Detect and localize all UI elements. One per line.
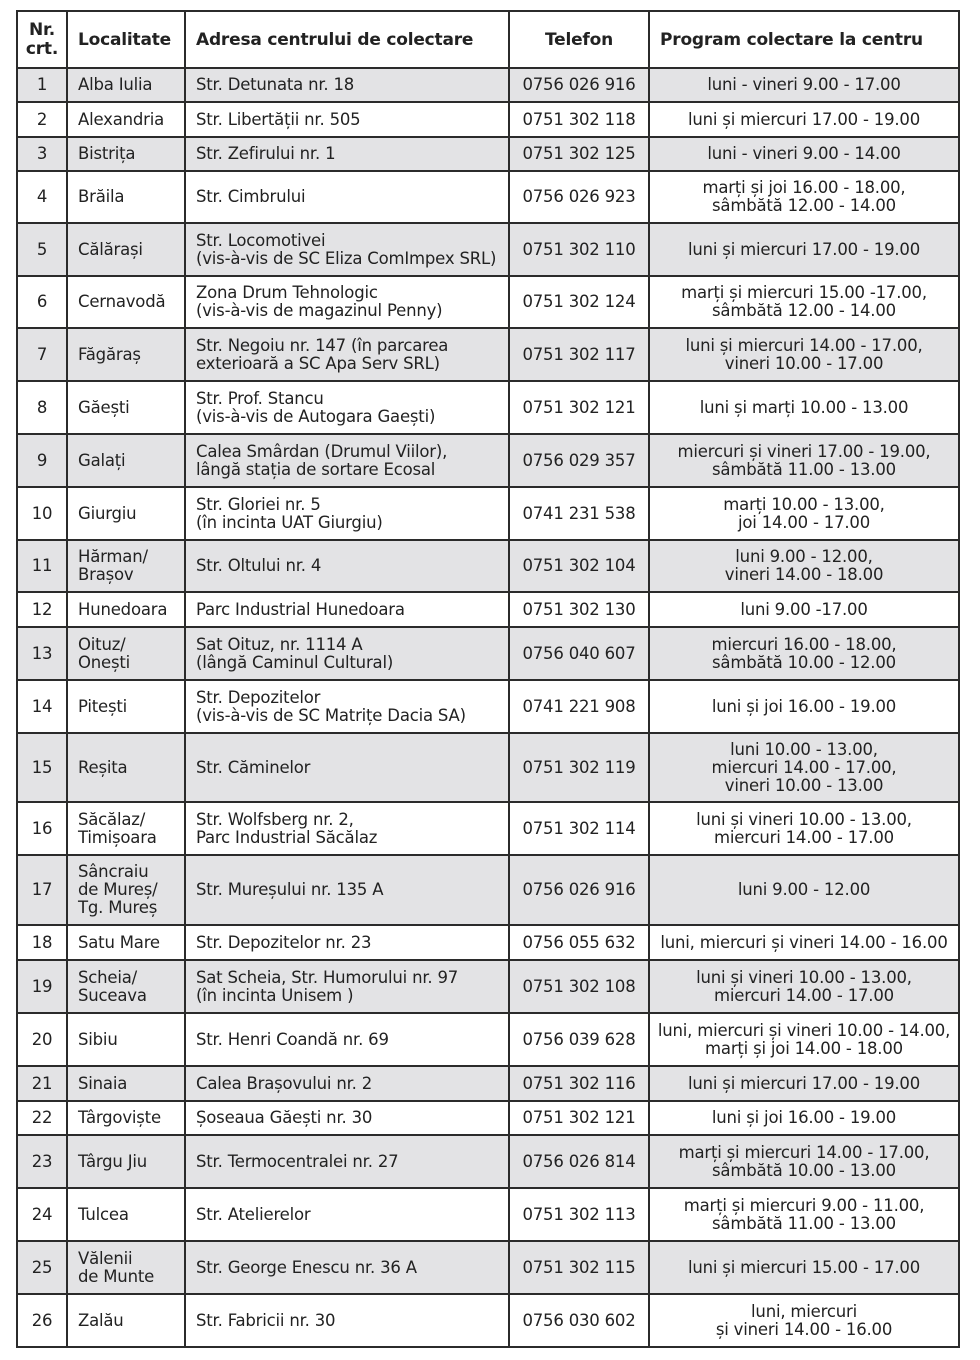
cell-program [649,733,959,802]
cell-adresa-text: Str. Gloriei nr. 5 (în incinta UAT Giurgiu) [196,494,383,532]
cell-adresa-text: Str. Zefirului nr. 1 [196,144,336,163]
cell-localitate-text: Săcălaz/ Timișoara [78,809,157,847]
header-adresa: Adresa centrului de colectare [185,11,509,68]
collection-centers-table-container [16,10,960,1348]
cell-localitate-text: Sinaia [78,1073,128,1093]
cell-telefon [509,925,649,960]
cell-adresa [185,1013,509,1066]
cell-program [649,171,959,223]
cell-telefon [509,381,649,434]
table-row [17,1135,959,1188]
cell-telefon [509,1135,649,1188]
cell-program-text: luni, miercuri și vineri 14.00 - 16.00 [715,1301,893,1339]
cell-localitate [67,1294,185,1347]
cell-program-text: luni și miercuri 14.00 - 17.00, vineri 10.00 - 17.00 [685,335,923,373]
cell-nr-text: 14 [31,696,53,716]
header-row [17,11,959,68]
cell-telefon [509,434,649,487]
cell-adresa [185,540,509,592]
cell-telefon [509,276,649,328]
cell-localitate-text: Alba Iulia [78,75,153,94]
cell-telefon-text: 0756 030 602 [522,1310,636,1330]
cell-program [649,1066,959,1101]
cell-adresa-text: Str. Oltului nr. 4 [196,556,322,575]
table-row [17,434,959,487]
cell-program-text: luni și joi 16.00 - 19.00 [711,1108,897,1127]
cell-localitate [67,276,185,328]
table-row [17,137,959,171]
table-row [17,592,959,627]
cell-program [649,1294,959,1347]
cell-adresa-text: Zona Drum Tehnologic (vis-à-vis de magazinul Penny) [196,283,443,320]
cell-telefon-text: 0751 302 124 [522,292,636,311]
cell-adresa [185,328,509,381]
cell-program-text: luni și vineri 10.00 - 13.00, miercuri 14.00 - 17.00 [696,809,912,847]
cell-localitate-text: Alexandria [78,109,165,129]
cell-localitate [67,1101,185,1135]
cell-nr [17,137,67,171]
cell-telefon-text: 0751 302 104 [522,556,636,575]
cell-telefon-text: 0751 302 121 [522,397,636,417]
cell-telefon-text: 0751 302 119 [522,757,636,777]
cell-adresa-text: Str. Negoiu nr. 147 (în parcarea exterioară a SC Apa Serv SRL) [196,335,449,373]
cell-nr [17,925,67,960]
cell-telefon [509,487,649,540]
cell-localitate [67,592,185,627]
cell-telefon [509,1066,649,1101]
cell-nr-text: 5 [36,239,48,259]
cell-adresa [185,627,509,680]
cell-program-text: luni 10.00 - 13.00, miercuri 14.00 - 17.00, vineri 10.00 - 13.00 [711,739,897,795]
cell-program [649,68,959,102]
cell-program-text: marți și miercuri 14.00 - 17.00, sâmbătă 10.00 - 13.00 [678,1142,930,1180]
table-row [17,328,959,381]
cell-nr [17,276,67,328]
cell-program [649,680,959,733]
cell-program [649,925,959,960]
cell-adresa-text: Str. Depozitelor nr. 23 [196,932,372,952]
cell-nr [17,171,67,223]
cell-nr-text: 26 [31,1310,53,1330]
cell-telefon-text: 0741 221 908 [522,696,636,716]
cell-telefon [509,802,649,855]
cell-telefon [509,1188,649,1241]
cell-localitate-text: Scheia/ Suceava [78,967,147,1005]
cell-localitate [67,1013,185,1066]
cell-localitate [67,434,185,487]
cell-localitate [67,1066,185,1101]
cell-nr-text: 21 [31,1073,53,1093]
cell-telefon-text: 0756 055 632 [522,932,636,952]
cell-telefon [509,540,649,592]
cell-program [649,627,959,680]
cell-nr-text: 19 [31,976,53,996]
cell-nr-text: 25 [31,1257,53,1277]
table-row [17,1188,959,1241]
cell-adresa [185,925,509,960]
cell-program [649,137,959,171]
cell-adresa-text: Str. Cimbrului [196,187,306,206]
cell-program [649,381,959,434]
table-row [17,1294,959,1347]
cell-adresa-text: Str. Locomotivei (vis-à-vis de SC Eliza ComImpex SRL) [196,230,497,268]
cell-nr [17,1135,67,1188]
cell-localitate [67,680,185,733]
cell-localitate-text: Târgoviște [78,1108,161,1127]
cell-localitate [67,68,185,102]
cell-telefon-text: 0756 040 607 [522,643,636,663]
cell-localitate-text: Sâncraiu de Mureș/ Tg. Mureș [78,862,158,917]
cell-program [649,102,959,137]
cell-localitate-text: Bistrița [78,144,136,163]
cell-adresa-text: Str. Fabricii nr. 30 [196,1310,336,1330]
cell-program-text: luni 9.00 - 12.00 [737,880,871,899]
cell-adresa-text: Str. Detunata nr. 18 [196,75,355,94]
cell-program [649,1241,959,1294]
cell-nr-text: 24 [31,1204,53,1224]
cell-localitate [67,171,185,223]
cell-telefon-text: 0741 231 538 [522,503,636,523]
cell-nr [17,381,67,434]
cell-localitate [67,925,185,960]
cell-nr-text: 6 [36,292,48,311]
cell-adresa-text: Str. Mureșului nr. 135 A [196,880,384,899]
cell-telefon-text: 0751 302 110 [522,239,636,259]
cell-telefon-text: 0751 302 118 [522,109,636,129]
cell-telefon [509,137,649,171]
cell-adresa [185,137,509,171]
cell-telefon [509,592,649,627]
cell-nr [17,1101,67,1135]
cell-localitate-text: Brăila [78,187,125,206]
cell-nr [17,328,67,381]
cell-adresa [185,487,509,540]
table-row [17,223,959,276]
cell-adresa [185,102,509,137]
cell-program [649,328,959,381]
cell-nr [17,733,67,802]
cell-localitate [67,137,185,171]
cell-nr [17,802,67,855]
cell-localitate-text: Târgu Jiu [78,1151,148,1171]
cell-nr [17,1013,67,1066]
cell-adresa-text: Str. Depozitelor (vis-à-vis de SC Matrițe Dacia SA) [196,687,466,725]
cell-localitate [67,381,185,434]
cell-localitate-text: Cernavodă [78,292,166,311]
cell-telefon [509,1013,649,1066]
cell-telefon [509,328,649,381]
cell-localitate-text: Hunedoara [78,599,168,619]
cell-nr-text: 3 [36,144,48,163]
table-row [17,855,959,925]
cell-telefon [509,223,649,276]
table-row [17,381,959,434]
cell-adresa-text: Str. Termocentralei nr. 27 [196,1151,399,1171]
cell-program-text: marți și miercuri 9.00 - 11.00, sâmbătă 11.00 - 13.00 [683,1195,925,1233]
cell-program-text: luni și miercuri 17.00 - 19.00 [687,1073,921,1093]
cell-nr [17,1294,67,1347]
cell-nr-text: 17 [31,880,53,899]
cell-adresa-text: Calea Smârdan (Drumul Viilor), lângă stația de sortare Ecosal [196,441,448,479]
cell-adresa-text: Parc Industrial Hunedoara [196,599,405,619]
cell-localitate [67,1135,185,1188]
cell-localitate-text: Giurgiu [78,503,137,523]
cell-localitate-text: Făgăraș [78,344,141,364]
cell-adresa-text: Str. Căminelor [196,757,311,777]
cell-program-text: luni și miercuri 15.00 - 17.00 [687,1257,921,1277]
cell-telefon [509,102,649,137]
cell-localitate [67,328,185,381]
cell-program-text: marți și joi 16.00 - 18.00, sâmbătă 12.00 - 14.00 [702,178,906,215]
cell-adresa-text: Calea Brașovului nr. 2 [196,1073,373,1093]
cell-adresa-text: Sat Scheia, Str. Humorului nr. 97 (în incinta Unisem ) [196,967,459,1005]
cell-localitate-text: Tulcea [78,1204,129,1224]
cell-program [649,802,959,855]
cell-adresa-text: Șoseaua Găești nr. 30 [196,1108,373,1127]
cell-adresa [185,960,509,1013]
cell-nr [17,68,67,102]
cell-program [649,1135,959,1188]
cell-nr [17,540,67,592]
table-body [17,68,959,1347]
cell-nr [17,1066,67,1101]
cell-telefon [509,960,649,1013]
table-row [17,925,959,960]
cell-program [649,434,959,487]
table-row [17,487,959,540]
cell-nr [17,960,67,1013]
cell-adresa [185,802,509,855]
cell-nr [17,223,67,276]
cell-program [649,1101,959,1135]
cell-adresa-text: Str. Atelierelor [196,1204,311,1224]
cell-localitate-text: Oituz/ Onești [78,634,131,672]
cell-telefon-text: 0751 302 116 [522,1073,636,1093]
cell-nr [17,1188,67,1241]
cell-nr-text: 7 [36,344,48,364]
cell-localitate-text: Zalău [78,1310,124,1330]
cell-telefon-text: 0751 302 115 [522,1257,636,1277]
cell-adresa-text: Str. Henri Coandă nr. 69 [196,1029,389,1049]
cell-telefon-text: 0751 302 121 [522,1108,636,1127]
cell-program-text: miercuri 16.00 - 18.00, sâmbătă 10.00 - 12.00 [711,634,897,672]
cell-program-text: luni și joi 16.00 - 19.00 [711,696,897,716]
cell-nr-text: 18 [31,932,53,952]
cell-localitate [67,733,185,802]
cell-program-text: luni și miercuri 17.00 - 19.00 [687,109,921,129]
table-row [17,627,959,680]
cell-localitate [67,1188,185,1241]
header-nr: Nr. crt. [17,11,67,68]
cell-telefon [509,1101,649,1135]
cell-adresa-text: Sat Oituz, nr. 1114 A (lângă Caminul Cultural) [196,634,394,672]
cell-program-text: marți și miercuri 15.00 -17.00, sâmbătă 12.00 - 14.00 [681,283,927,320]
cell-adresa [185,223,509,276]
cell-localitate [67,960,185,1013]
cell-telefon [509,1294,649,1347]
cell-adresa [185,171,509,223]
cell-program-text: luni, miercuri și vineri 14.00 - 16.00 [660,932,948,952]
cell-nr [17,1241,67,1294]
cell-telefon-text: 0751 302 113 [522,1204,636,1224]
table-row [17,1013,959,1066]
cell-telefon-text: 0756 029 357 [522,450,636,470]
cell-program [649,592,959,627]
cell-program-text: marți 10.00 - 13.00, joi 14.00 - 17.00 [723,494,885,532]
table-row [17,171,959,223]
cell-nr-text: 13 [31,643,53,663]
cell-program-text: luni 9.00 -17.00 [740,599,868,619]
table-row [17,680,959,733]
cell-adresa-text: Str. George Enescu nr. 36 A [196,1257,417,1277]
cell-nr [17,627,67,680]
cell-program-text: luni - vineri 9.00 - 17.00 [707,75,901,94]
cell-nr-text: 12 [31,599,53,619]
cell-adresa-text: Str. Libertății nr. 505 [196,109,361,129]
cell-localitate-text: Sibiu [78,1029,118,1049]
cell-nr-text: 9 [36,450,48,470]
cell-program [649,540,959,592]
cell-adresa [185,855,509,925]
cell-nr-text: 10 [31,503,53,523]
table-row [17,1101,959,1135]
table-row [17,540,959,592]
cell-localitate-text: Călărași [78,239,143,259]
cell-adresa [185,276,509,328]
cell-program-text: luni 9.00 - 12.00, vineri 14.00 - 18.00 [724,547,884,584]
table-row [17,802,959,855]
cell-program-text: luni și miercuri 17.00 - 19.00 [687,239,921,259]
cell-telefon-text: 0756 026 916 [522,880,636,899]
table-row [17,1066,959,1101]
cell-localitate-text: Găești [78,397,130,417]
table-row [17,102,959,137]
cell-adresa [185,1294,509,1347]
cell-nr [17,102,67,137]
cell-adresa [185,434,509,487]
cell-telefon [509,171,649,223]
table-row [17,276,959,328]
cell-localitate-text: Vălenii de Munte [78,1248,155,1286]
cell-nr [17,680,67,733]
cell-adresa-text: Str. Wolfsberg nr. 2, Parc Industrial Săcălaz [196,809,378,847]
cell-adresa [185,733,509,802]
cell-program [649,223,959,276]
table-row [17,733,959,802]
table-row [17,68,959,102]
cell-localitate [67,102,185,137]
cell-localitate-text: Reșita [78,757,128,777]
cell-nr [17,434,67,487]
cell-nr-text: 4 [36,187,48,206]
cell-localitate [67,855,185,925]
cell-nr-text: 20 [31,1029,53,1049]
cell-adresa [185,1101,509,1135]
header-program: Program colectare la centru [649,11,959,68]
cell-adresa [185,1135,509,1188]
cell-program [649,855,959,925]
cell-telefon [509,680,649,733]
cell-nr [17,592,67,627]
cell-localitate [67,802,185,855]
cell-program [649,487,959,540]
cell-nr [17,855,67,925]
cell-program [649,1188,959,1241]
cell-program-text: luni și vineri 10.00 - 13.00, miercuri 14.00 - 17.00 [696,967,912,1005]
cell-localitate [67,1241,185,1294]
cell-telefon-text: 0751 302 117 [522,344,636,364]
cell-telefon [509,1241,649,1294]
cell-telefon [509,855,649,925]
cell-nr-text: 15 [31,757,53,777]
cell-localitate [67,540,185,592]
cell-adresa [185,1188,509,1241]
cell-telefon-text: 0756 026 916 [522,75,636,94]
cell-telefon-text: 0756 026 814 [522,1151,636,1171]
table-row [17,1241,959,1294]
cell-telefon-text: 0751 302 114 [522,818,636,838]
cell-program [649,960,959,1013]
cell-program-text: luni - vineri 9.00 - 14.00 [707,144,901,163]
header-telefon: Telefon [509,11,649,68]
cell-adresa [185,1066,509,1101]
collection-centers-table [16,10,960,1348]
cell-telefon-text: 0756 026 923 [522,187,636,206]
cell-adresa-text: Str. Prof. Stancu (vis-à-vis de Autogara Gaești) [196,388,436,426]
cell-nr-text: 23 [31,1151,53,1171]
cell-telefon-text: 0751 302 125 [522,144,636,163]
cell-localitate [67,487,185,540]
cell-program [649,1013,959,1066]
cell-telefon-text: 0751 302 130 [522,599,636,619]
cell-nr-text: 11 [31,556,53,575]
cell-localitate-text: Pitești [78,696,128,716]
cell-telefon [509,627,649,680]
cell-localitate-text: Satu Mare [78,932,160,952]
cell-nr-text: 16 [31,818,53,838]
cell-adresa [185,592,509,627]
cell-adresa [185,1241,509,1294]
cell-localitate [67,627,185,680]
table-row [17,960,959,1013]
cell-telefon [509,733,649,802]
cell-nr-text: 2 [36,109,48,129]
cell-nr [17,487,67,540]
cell-program-text: luni, miercuri și vineri 10.00 - 14.00, marți și joi 14.00 - 18.00 [657,1020,951,1058]
cell-telefon-text: 0756 039 628 [522,1029,636,1049]
cell-telefon [509,68,649,102]
cell-adresa [185,68,509,102]
cell-program-text: miercuri și vineri 17.00 - 19.00, sâmbătă 11.00 - 13.00 [677,441,931,479]
header-localitate: Localitate [67,11,185,68]
cell-localitate [67,223,185,276]
cell-program-text: luni și marți 10.00 - 13.00 [699,397,909,417]
cell-nr-text: 22 [31,1108,53,1127]
cell-telefon-text: 0751 302 108 [522,976,636,996]
cell-program [649,276,959,328]
cell-localitate-text: Hărman/ Brașov [78,547,148,584]
cell-adresa [185,381,509,434]
cell-nr-text: 1 [36,75,48,94]
cell-nr-text: 8 [36,397,48,417]
cell-adresa [185,680,509,733]
cell-localitate-text: Galați [78,450,126,470]
